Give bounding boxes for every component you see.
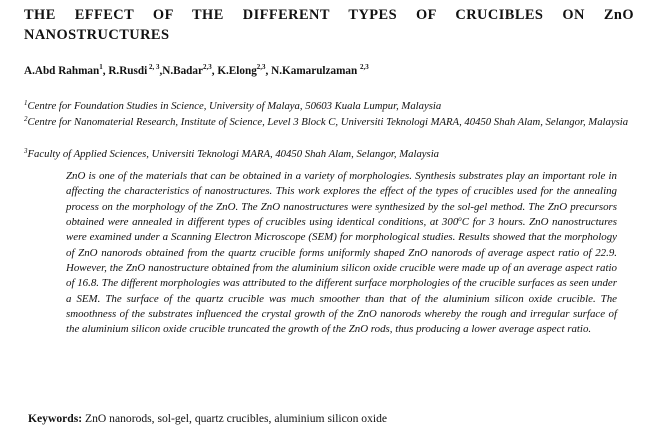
keywords-label: Keywords: <box>28 412 83 425</box>
affiliation-mark: 1 <box>24 99 28 107</box>
author-name: , N.Kamarulzaman <box>265 65 361 77</box>
author-affiliation-mark: 2,3 <box>256 63 266 71</box>
author-name: R.Rusdi <box>108 65 148 77</box>
author-affiliation-mark: 1 <box>99 63 103 71</box>
author-name: A.Abd Rahman <box>24 65 100 77</box>
author-name: , K.Elong <box>211 65 257 77</box>
affiliation-3 <box>24 143 634 162</box>
affiliation-mark: 3 <box>24 147 28 155</box>
affiliation-text: Centre for Nanomaterial Research, Institute of Science, Level 3 Block C, Universiti Teknologi MARA, 40450 Shah Alam, Selangor, Malaysia <box>27 116 629 128</box>
abstract <box>66 169 617 338</box>
author-list <box>24 63 369 77</box>
affiliation-mark: 2 <box>24 115 28 123</box>
abstract-text: ZnO is one of the materials that can be obtained in a variety of morphologies. Synthesis substrates play an important role in affecting the characteristics of nanostructures. This work explores the effect of the types of crucibles used for the annealing process on the morphology of the ZnO. The ZnO nanostructures were synthesized by the sol-gel method. The ZnO precursors obtained were annealed in different types of crucibles using identical conditions, at 300 <box>66 170 617 229</box>
author-name: ,N.Badar <box>159 65 203 77</box>
abstract-text: C for 3 hours. ZnO nanostructures were examined under a Scanning Electron Microscope (SEM) for morphological studies. Results showed that the morphology of ZnO nanorods obtained from the quartz crucible forms uniformly shaped ZnO nanorods of average aspect ratio of 22.9. However, the ZnO nanostructure obtained from the aluminium silicon oxide crucible were made up of an average aspect ratio of 16.8. The different morphologies was attributed to the different surface morphologies of the crucible surfaces as seen under a SEM. The surface of the quartz crucible was much smoother than that of the aluminium silicon oxide crucible. The smoothness of the substrates influenced the crystal growth of the ZnO nanorods whereby the rough and irregular surface of the aluminium silicon oxide crucible truncated the growth of the ZnO rods, thus producing a lower average aspect ratio. <box>66 216 617 336</box>
author-affiliation-mark: 2,3 <box>202 63 212 71</box>
keywords-text: ZnO nanorods, sol-gel, quartz crucibles, aluminium silicon oxide <box>85 412 388 425</box>
affiliation-text: Centre for Foundation Studies in Science, University of Malaya, 50603 Kuala Lumpur, Malaysia <box>27 100 442 112</box>
affiliation-text: Faculty of Applied Sciences, Universiti Teknologi MARA, 40450 Shah Alam, Selangor, Malaysia <box>27 148 440 160</box>
keywords <box>28 412 387 425</box>
author-affiliation-mark: 2,3 <box>360 63 369 71</box>
affiliation-2 <box>24 111 634 130</box>
author-affiliation-mark: 2, 3 <box>147 63 160 71</box>
paper-title: THE EFFECT OF THE DIFFERENT TYPES OF CRUCIBLES ON ZnO NANOSTRUCTURES <box>24 7 634 43</box>
degree-mark: o <box>458 215 462 224</box>
author-separator: , <box>102 65 109 77</box>
